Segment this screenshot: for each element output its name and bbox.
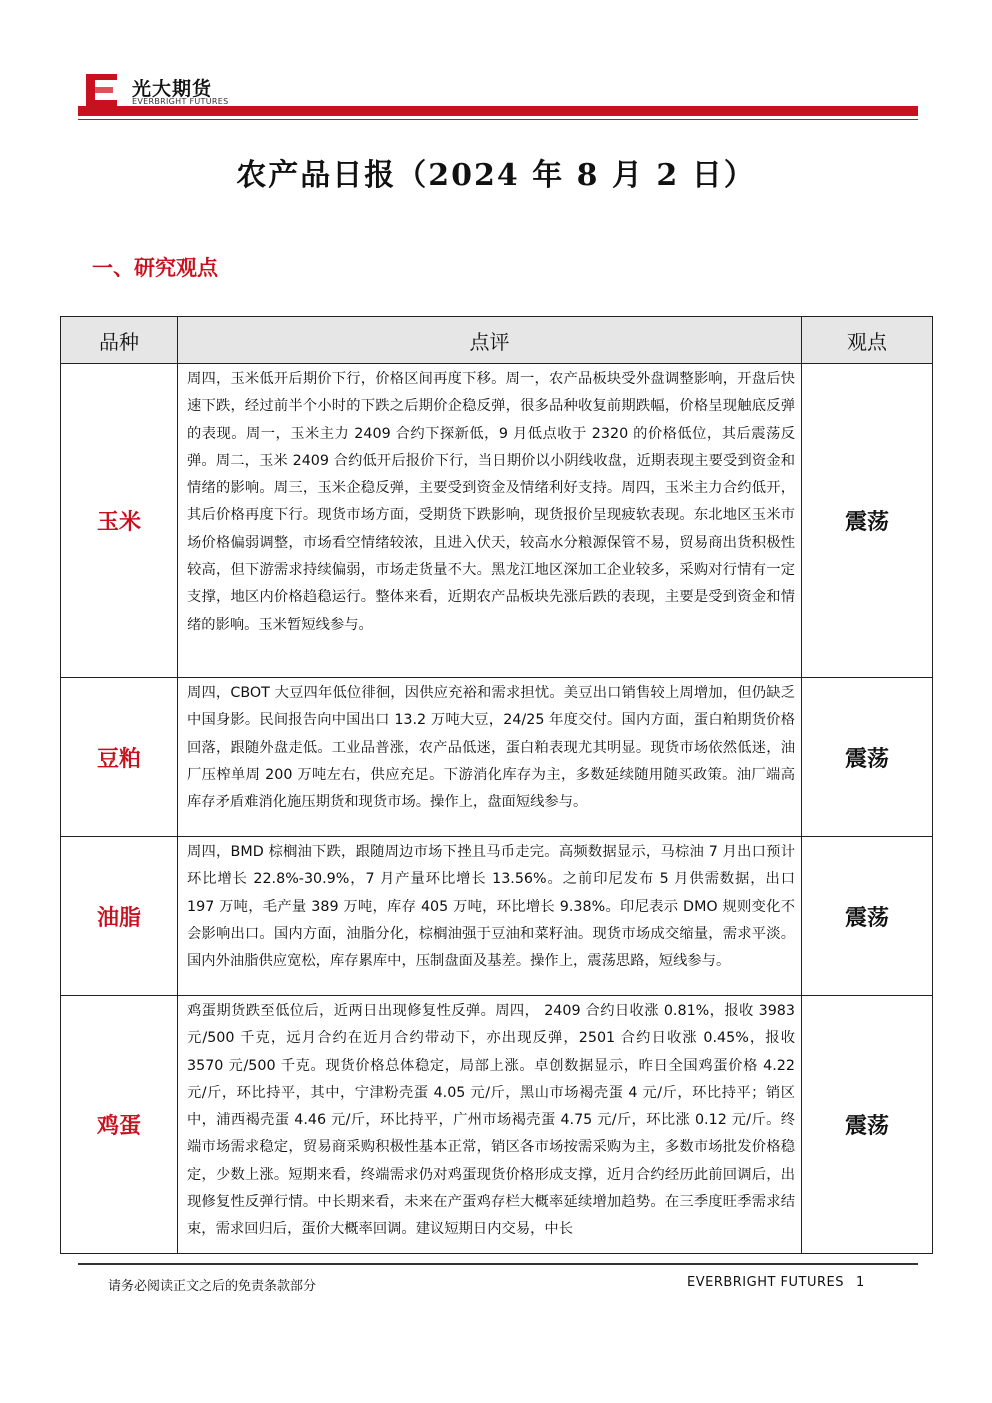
footer-brand: EVERBRIGHT FUTURES [687, 1275, 845, 1290]
header-comment: 点评 [178, 317, 802, 364]
footer-brand-block [687, 1275, 865, 1290]
report-title: 农产品日报（2024 年 8 月 2 日） [236, 158, 756, 193]
research-views-table [60, 316, 933, 1254]
header-variety: 品种 [61, 317, 178, 364]
header-rule-thin [78, 119, 918, 120]
footer-disclaimer: 请务必阅读正文之后的免责条款部分 [108, 1279, 317, 1294]
view-cell: 震荡 [802, 837, 933, 996]
comment-cell: 鸡蛋期货跌至低位后，近两日出现修复性反弹。周四， 2409 合约日收涨 0.81%，报收 3983 元/500 千克，远月合约在近月合约带动下，亦出现反弹，2501 合约日收涨 0.45%，报收 3570 元/500 千克。现货价格总体稳定，局部上涨。卓创数据显示，昨日全国鸡蛋价格 4.22 元/斤，环比持平，其中，宁津粉壳蛋 4.05 元/斤，黑山市场褐壳蛋 4 元/斤，环比持平；销区中，浦西褐壳蛋 4.46 元/斤，环比持平，广州市场褐壳蛋 4.75 元/斤，环比涨 0.12 元/斤。终端市场需求稳定，贸易商采购积极性基本正常，销区各市场按需采购为主，多数市场批发价格稳定，少数上涨。短期来看，终端需求仍对鸡蛋现货价格形成支撑，近月合约经历此前回调后，出现修复性反弹行情。中长期来看，未来在产蛋鸡存栏大概率延续增加趋势。在三季度旺季需求结束，需求回归后，蛋价大概率回调。建议短期日内交易，中长 [178, 996, 802, 1254]
variety-cell: 鸡蛋 [61, 996, 178, 1254]
view-cell: 震荡 [802, 678, 933, 837]
view-cell: 震荡 [802, 996, 933, 1254]
footer-rule [78, 1263, 918, 1265]
company-logo [84, 70, 234, 110]
logo-mark-icon [84, 70, 124, 110]
table-row [61, 364, 933, 678]
page-number: 1 [856, 1275, 865, 1290]
view-cell: 震荡 [802, 364, 933, 678]
table-row [61, 837, 933, 996]
table-row [61, 996, 933, 1254]
header-view: 观点 [802, 317, 933, 364]
logo-chinese-name: 光大期货 [132, 78, 213, 100]
table-row [61, 678, 933, 837]
logo-english-name: EVERBRIGHT FUTURES [132, 97, 229, 106]
table-header-row [61, 317, 933, 364]
section-heading: 一、研究观点 [92, 256, 218, 280]
variety-cell: 玉米 [61, 364, 178, 678]
comment-cell: 周四，BMD 棕榈油下跌，跟随周边市场下挫且马币走完。高频数据显示，马棕油 7 月出口预计环比增长 22.8%-30.9%，7 月产量环比增长 13.56%。之前印尼发布 5 月供需数据，出口 197 万吨，毛产量 389 万吨，库存 405 万吨，环比增长 9.38%。印尼表示 DMO 规则变化不会影响出口。国内方面，油脂分化，棕榈油强于豆油和菜籽油。现货市场成交缩量，需求平淡。国内外油脂供应宽松，库存累库中，压制盘面及基差。操作上，震荡思路，短线参与。 [178, 837, 802, 996]
variety-cell: 豆粕 [61, 678, 178, 837]
comment-cell: 周四，CBOT 大豆四年低位徘徊，因供应充裕和需求担忧。美豆出口销售较上周增加，但仍缺乏中国身影。民间报告向中国出口 13.2 万吨大豆，24/25 年度交付。国内方面，蛋白粕期货价格回落，跟随外盘走低。工业品普涨，农产品低迷，蛋白粕表现尤其明显。现货市场依然低迷，油厂压榨单周 200 万吨左右，供应充足。下游消化库存为主，多数延续随用随买政策。油厂端高库存矛盾难消化施压期货和现货市场。操作上，盘面短线参与。 [178, 678, 802, 837]
comment-cell: 周四，玉米低开后期价下行，价格区间再度下移。周一，农产品板块受外盘调整影响，开盘后快速下跌，经过前半个小时的下跌之后期价企稳反弹，很多品种收复前期跌幅，价格呈现触底反弹的表现。周一，玉米主力 2409 合约下探新低，9 月低点收于 2320 的价格低位，其后震荡反弹。周二，玉米 2409 合约低开后报价下行，当日期价以小阴线收盘，近期表现主要受到资金和情绪的影响。周三，玉米企稳反弹，主要受到资金及情绪利好支持。周四，玉米主力合约低开，其后价格再度下行。现货市场方面，受期货下跌影响，现货报价呈现疲软表现。东北地区玉米市场价格偏弱调整，市场看空情绪较浓，且进入伏天，较高水分粮源保管不易，贸易商出货积极性较高，但下游需求持续偏弱，市场走货量不大。黑龙江地区深加工企业较多，采购对行情有一定支撑，地区内价格趋稳运行。整体来看，近期农产品板块先涨后跌的表现，主要是受到资金和情绪的影响。玉米暂短线参与。 [178, 364, 802, 678]
header-rule [78, 106, 918, 116]
variety-cell: 油脂 [61, 837, 178, 996]
